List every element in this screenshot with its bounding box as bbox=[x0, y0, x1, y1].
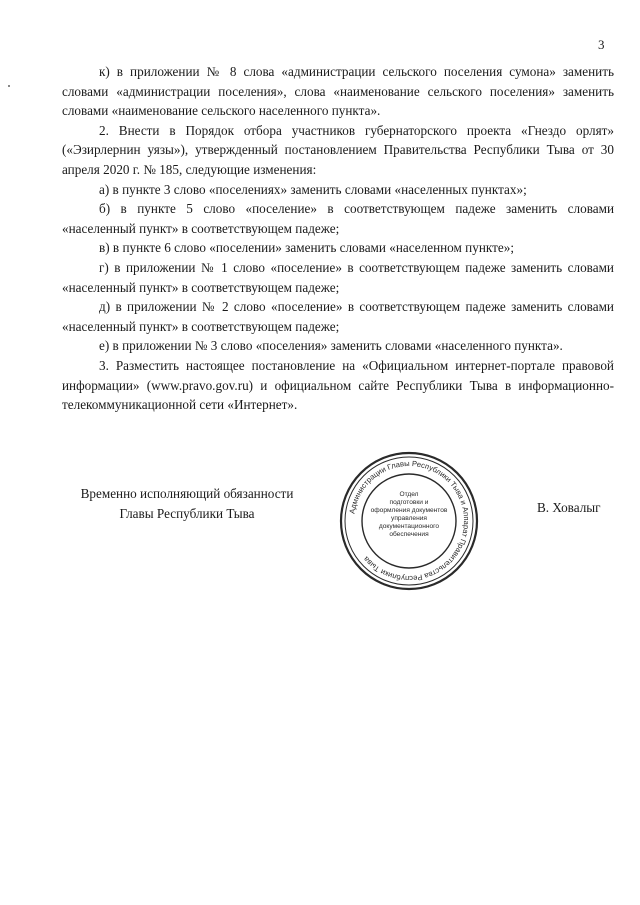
signatory-position bbox=[62, 484, 312, 523]
stamp-line-2: подготовки и bbox=[389, 499, 429, 506]
paragraph-2v: в) в пункте 6 слово «поселении» заменить словами «населенном пункте»; bbox=[99, 240, 514, 256]
paragraph-2a: а) в пункте 3 слово «поселениях» заменить словами «населенных пунктах»; bbox=[99, 181, 527, 197]
signatory-position-line2: Главы Республики Тыва bbox=[119, 505, 255, 521]
paragraph-3: 3. Разместить настоящее постановление на «Официальном интернет-портале правовой информации» (www.pravo.gov.ru) и официальном сайте Республики Тыва в информационно-телекоммуникационной сети «Интернет». bbox=[62, 357, 614, 413]
paragraph-2e: е) в приложении № 3 слово «поселения» заменить словами «населенного пункта». bbox=[99, 338, 563, 354]
page-number: 3 bbox=[598, 37, 605, 52]
official-stamp bbox=[338, 450, 480, 592]
paragraph-2d: д) в приложении № 2 слово «поселение» в соответствующем падеже заменить словами «населенный пункт» в соответствующем падеже; bbox=[62, 299, 614, 334]
margin-mark bbox=[8, 85, 10, 87]
stamp-ring-text: Администрации Главы Республики Тыва и Аппарат Правительства Республики Тыва bbox=[347, 458, 472, 584]
document-body bbox=[62, 62, 614, 415]
stamp-seal-icon bbox=[338, 450, 480, 592]
paragraph-1k: к) в приложении № 8 слова «администрации сельского поселения сумона» заменить словами «администрации поселения», слова «наименование сельского поселения» заменить словами «наименование сельского населенного пункта». bbox=[62, 64, 614, 119]
stamp-line-3: оформления документов bbox=[370, 507, 448, 514]
stamp-line-4: управления bbox=[391, 515, 427, 522]
paragraph-2g: г) в приложении № 1 слово «поселение» в соответствующем падеже заменить словами «населенный пункт» в соответствующем падеже; bbox=[62, 259, 614, 295]
stamp-line-6: обеспечения bbox=[389, 531, 429, 538]
paragraph-2b: б) в пункте 5 слово «поселение» в соответствующем падеже заменить словами «населенный пункт» в соответствующем падеже; bbox=[62, 201, 614, 236]
signatory-name: В. Ховалыг bbox=[537, 500, 601, 515]
paragraph-2: 2. Внести в Порядок отбора участников губернаторского проекта «Гнездо орлят» («Эзирлернин уязы»), утвержденный постановлением Правительства Республики Тыва от 30 апреля 2020 г. № 185, следующие изменения: bbox=[62, 122, 614, 177]
stamp-line-5: документационного bbox=[378, 523, 440, 530]
signatory-position-line1: Временно исполняющий обязанности bbox=[80, 486, 294, 501]
stamp-line-1: Отдел bbox=[399, 491, 419, 498]
